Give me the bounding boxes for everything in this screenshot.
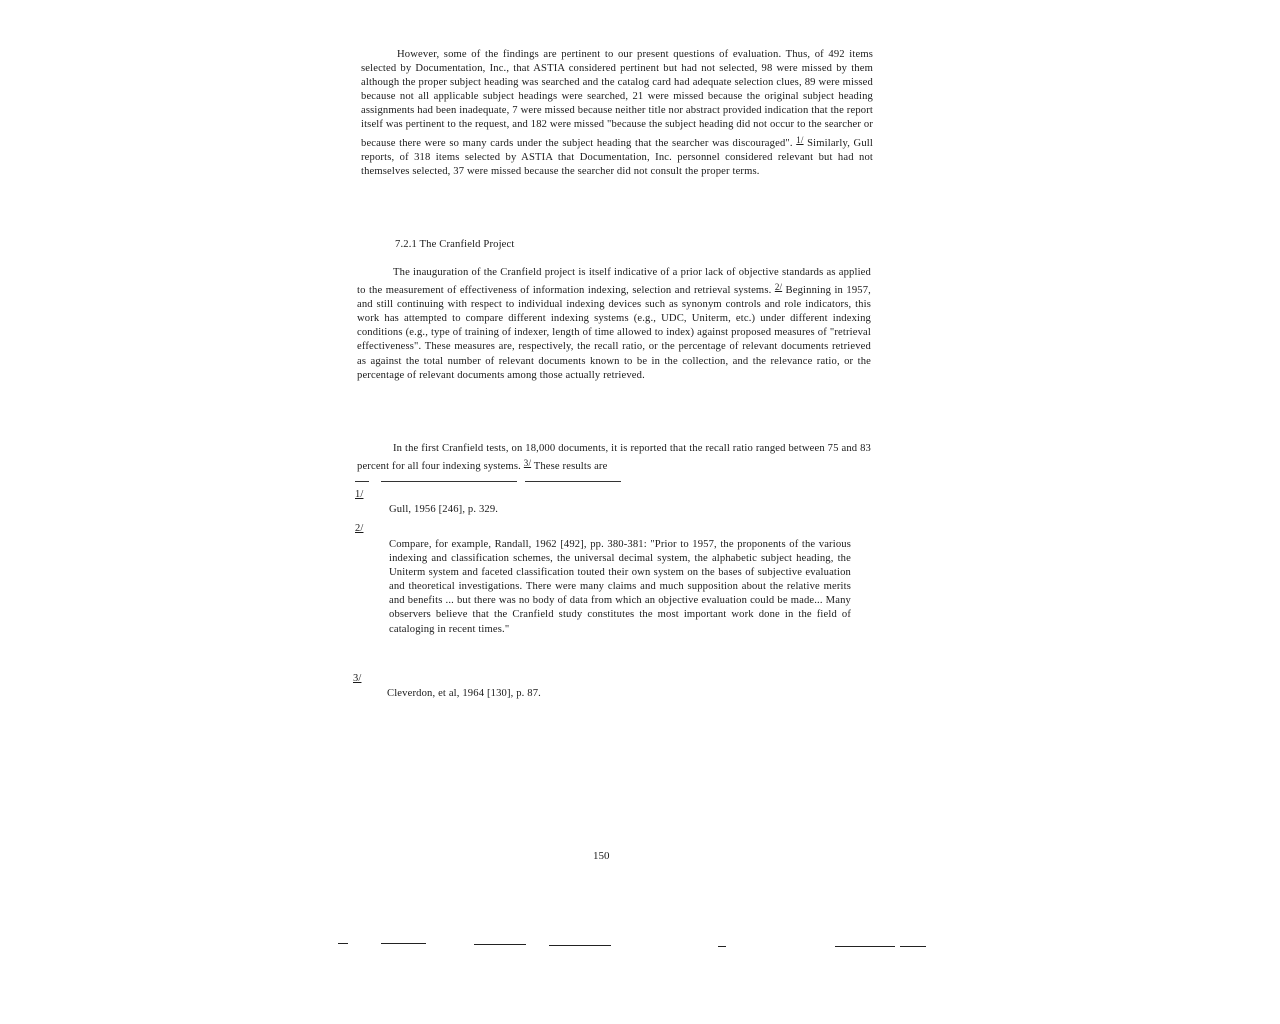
separator-segment xyxy=(381,481,517,482)
paragraph-first-tests-text-b: These results are xyxy=(533,461,608,473)
footnote-mark-3: 3/ xyxy=(353,673,362,684)
paragraph-first-tests-text-a: In the first Cranfield tests, on 18,000 documents, it is reported that the recall ratio ranged between 75 and 83 percent for all four indexing systems. xyxy=(357,443,871,473)
footnote-ref-2: 2/ xyxy=(774,282,783,293)
paragraph-cranfield-text-b: Beginning in 1957, and still continuing with respect to individual indexing devices such as synonym controls and role indicators, this work has attempted to compare different indexing systems (e.g., UDC, Uniterm, etc.) under different indexing conditions (e.g., type of training of indexer, length of time allowed to index) against proposed measures of "retrieval effectiveness". These measures are, respectively, the recall ratio, or the percentage of relevant documents retrieved as against the total number of relevant documents known to be in the collection, and the relevance ratio, or the percentage of relevant documents among those actually retrieved. xyxy=(357,285,871,381)
paragraph-findings xyxy=(361,48,873,179)
footnote-mark-2: 2/ xyxy=(355,523,364,534)
scan-artifact-line xyxy=(900,946,926,947)
scan-artifact-line xyxy=(718,946,726,947)
page-number: 150 xyxy=(593,850,610,862)
paragraph-cranfield xyxy=(357,266,871,383)
scan-artifact-line xyxy=(381,943,426,944)
paragraph-first-tests xyxy=(357,442,871,474)
scan-artifact-line xyxy=(338,943,348,944)
footnote-ref-3: 3/ xyxy=(523,458,532,469)
footnote-separator xyxy=(355,481,625,483)
footnote-text-1: Gull, 1956 [246], p. 329. xyxy=(389,504,499,515)
scan-artifact-line xyxy=(835,946,895,947)
footnote-text-2: Compare, for example, Randall, 1962 [492], pp. 380-381: "Prior to 1957, the proponents of the various indexing and classification schemes, the universal decimal system, the alphabetic subject heading, the Uniterm system and faceted classification touted their own system on the bases of subjective evaluation and theoretical investigations. There were many claims and much supposition about the relative merits and benefits ... but there was no body of data from which an objective evaluation could be made... Many observers believe that the Cranfield study constitutes the most important work done in the field of cataloging in recent times." xyxy=(389,539,851,635)
paragraph-findings-text: However, some of the findings are pertinent to our present questions of evaluation. Thus, of 492 items selected by Documentation, Inc., that ASTIA considered pertinent but had not selected, 98 were missed by them although the proper subject heading was searched and the catalog card had adequate selection clues, 89 were missed because not all applicable subject headings were searched, 21 were missed because the original subject heading assignments had been inadequate, 7 were missed because neither title nor abstract provided indication that the report itself was pertinent to the request, and 182 were missed "because the subject heading did not occur to the searcher or because there were so many cards under the subject heading that the searcher was discouraged". xyxy=(361,49,873,149)
separator-segment xyxy=(525,481,621,482)
footnote-ref-1: 1/ xyxy=(796,134,804,145)
footnote-mark-1: 1/ xyxy=(355,489,364,500)
section-heading: 7.2.1 The Cranfield Project xyxy=(395,239,515,250)
scan-artifact-line xyxy=(549,945,611,946)
footnote-text-3: Cleverdon, et al, 1964 [130], p. 87. xyxy=(387,688,541,699)
paragraph-cranfield-text-a: The inauguration of the Cranfield project is itself indicative of a prior lack of objective standards as applied to the measurement of effectiveness of information indexing, selection and retrieval systems. xyxy=(357,267,871,297)
paragraph-findings-tail: Similarly, Gull reports, of 318 items selected by ASTIA that Documentation, Inc. personnel considered relevant but had not themselves selected, 37 were missed because the searcher did not consult the proper terms. xyxy=(361,137,873,177)
scan-artifact-line xyxy=(474,944,526,945)
separator-segment xyxy=(355,481,369,482)
